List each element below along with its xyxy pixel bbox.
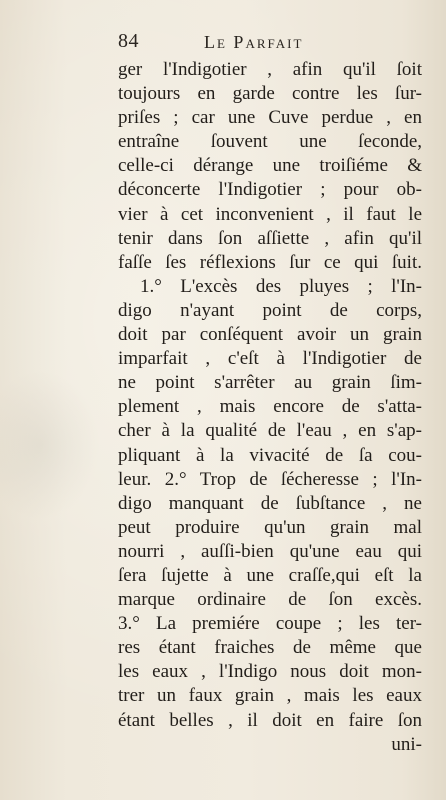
running-head [118,30,422,56]
text-line: marque ordinaire de ſon excès. [118,589,422,611]
text-line: celle-ci dérange une troiſiéme & [118,155,422,177]
body-text [118,58,422,757]
text-line: cher à la qualité de l'eau , en s'ap- [118,420,422,442]
text-line: tenir dans ſon aſſiette , afin qu'il [118,227,422,249]
text-line: ger l'Indigotier , afin qu'il ſoit [118,59,422,80]
text-line: déconcerte l'Indigotier ; pour ob- [118,179,422,201]
text-line: nourri , auſſi-bien qu'une eau qui [118,540,422,562]
paragraph-start-line: 1.° L'excès des pluyes ; l'In- [140,275,422,297]
text-line: ne point s'arrêter au grain ſim- [118,372,422,394]
text-line: peut produire qu'un grain mal [118,516,422,538]
text-line: toujours en garde contre les ſur- [118,83,422,105]
page-number: 84 [118,30,139,52]
text-line: digo n'ayant point de corps, [118,299,422,321]
text-line: faſſe ſes réflexions ſur ce qui ſuit. [118,251,422,273]
text-line: les eaux , l'Indigo nous doit mon- [118,661,422,683]
text-line: doit par conſéquent avoir un grain [118,324,422,346]
text-line: 3.° La premiére coupe ; les ter- [118,613,422,635]
text-line: entraîne ſouvent une ſeconde, [118,131,422,153]
text-line: imparfait , c'eſt à l'Indigotier de [118,348,422,370]
catchword: uni- [391,733,422,755]
text-line: étant belles , il doit en faire ſon [118,709,422,731]
text-line: res étant fraiches de même que [118,637,422,659]
text-line: vier à cet inconvenient , il faut le [118,203,422,225]
text-line: priſes ; car une Cuve perdue , en [118,107,422,129]
ink-bleed-stain [0,370,100,520]
text-line: ſera ſujette à une craſſe,qui eſt la [118,564,422,586]
running-title: Le Parfait [204,32,304,52]
text-line: leur. 2.° Trop de ſécheresse ; l'In- [118,468,422,490]
text-line: pliquant à la vivacité de ſa cou- [118,444,422,466]
text-line: plement , mais encore de s'atta- [118,396,422,418]
text-line: trer un faux grain , mais les eaux [118,685,422,707]
text-line: digo manquant de ſubſtance , ne [118,492,422,514]
